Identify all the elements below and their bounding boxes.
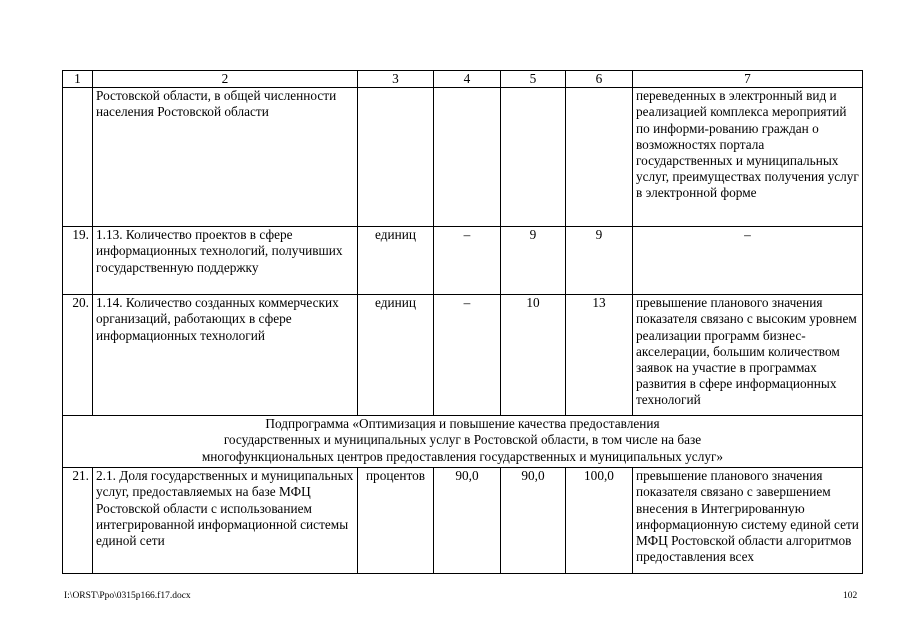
row-number: 20. — [63, 295, 93, 416]
value-cell: 13 — [566, 295, 633, 416]
indicator-name: Ростовской области, в общей численности населения Ростовской области — [93, 88, 358, 227]
unit-cell: процентов — [358, 468, 434, 574]
column-number: 7 — [633, 71, 863, 88]
indicator-name: 1.13. Количество проектов в сфере информационных технологий, получивших государственную поддержку — [93, 227, 358, 295]
footer-file-path: I:\ORST\Ppo\0315p166.f17.docx — [64, 591, 191, 601]
value-cell — [566, 88, 633, 227]
unit-cell — [358, 88, 434, 227]
value-cell: – — [434, 227, 501, 295]
value-cell — [434, 88, 501, 227]
value-cell: 100,0 — [566, 468, 633, 574]
column-number: 4 — [434, 71, 501, 88]
note-cell: превышение планового значения показателя связано с завершением внесения в Интегрированную информационную систему единой сети МФЦ Ростовской области алгоритмов предоставления всех — [633, 468, 863, 574]
row-number — [63, 88, 93, 227]
value-cell: 90,0 — [501, 468, 566, 574]
indicator-table — [62, 70, 863, 574]
subprogram-line: государственных и муниципальных услуг в Ростовской области, в том числе на базе — [223, 432, 702, 448]
value-cell: 9 — [566, 227, 633, 295]
indicator-name: 2.1. Доля государственных и муниципальных услуг, предоставляемых на базе МФЦ Ростовской области с использованием интегрированной информационной системы единой сети — [93, 468, 358, 574]
table-row — [63, 88, 863, 227]
subprogram-line: Подпрограмма «Оптимизация и повышение качества предоставления — [265, 416, 660, 432]
subprogram-heading — [63, 416, 863, 468]
value-cell — [501, 88, 566, 227]
table-row — [63, 227, 863, 295]
column-number: 3 — [358, 71, 434, 88]
column-number-row — [63, 71, 863, 88]
footer-page-number: 102 — [843, 591, 858, 601]
note-cell: превышение планового значения показателя связано с высоким уровнем реализации программ бизнес-акселерации, большим количеством заявок на участие в программах развития в сфере информационных технологий — [633, 295, 863, 416]
subprogram-row — [63, 416, 863, 468]
page-cut — [60, 577, 866, 587]
row-number: 19. — [63, 227, 93, 295]
column-number: 2 — [93, 71, 358, 88]
note-cell: – — [633, 227, 863, 295]
note-cell: переведенных в электронный вид и реализацией комплекса мероприятий по информи-рованию граждан о возможностях портала государственных и муниципальных услуг, преимуществах получения услуг в электронной форме — [633, 88, 863, 227]
value-cell: 10 — [501, 295, 566, 416]
row-number: 21. — [63, 468, 93, 574]
indicator-name: 1.14. Количество созданных коммерческих организаций, работающих в сфере информационных технологий — [93, 295, 358, 416]
table-row — [63, 295, 863, 416]
column-number: 5 — [501, 71, 566, 88]
subprogram-line: многофункциональных центров предоставления государственных и муниципальных услуг» — [201, 448, 724, 464]
value-cell: 90,0 — [434, 468, 501, 574]
column-number: 6 — [566, 71, 633, 88]
value-cell: 9 — [501, 227, 566, 295]
value-cell: – — [434, 295, 501, 416]
column-number: 1 — [63, 71, 93, 88]
unit-cell: единиц — [358, 295, 434, 416]
unit-cell: единиц — [358, 227, 434, 295]
table-row — [63, 468, 863, 574]
